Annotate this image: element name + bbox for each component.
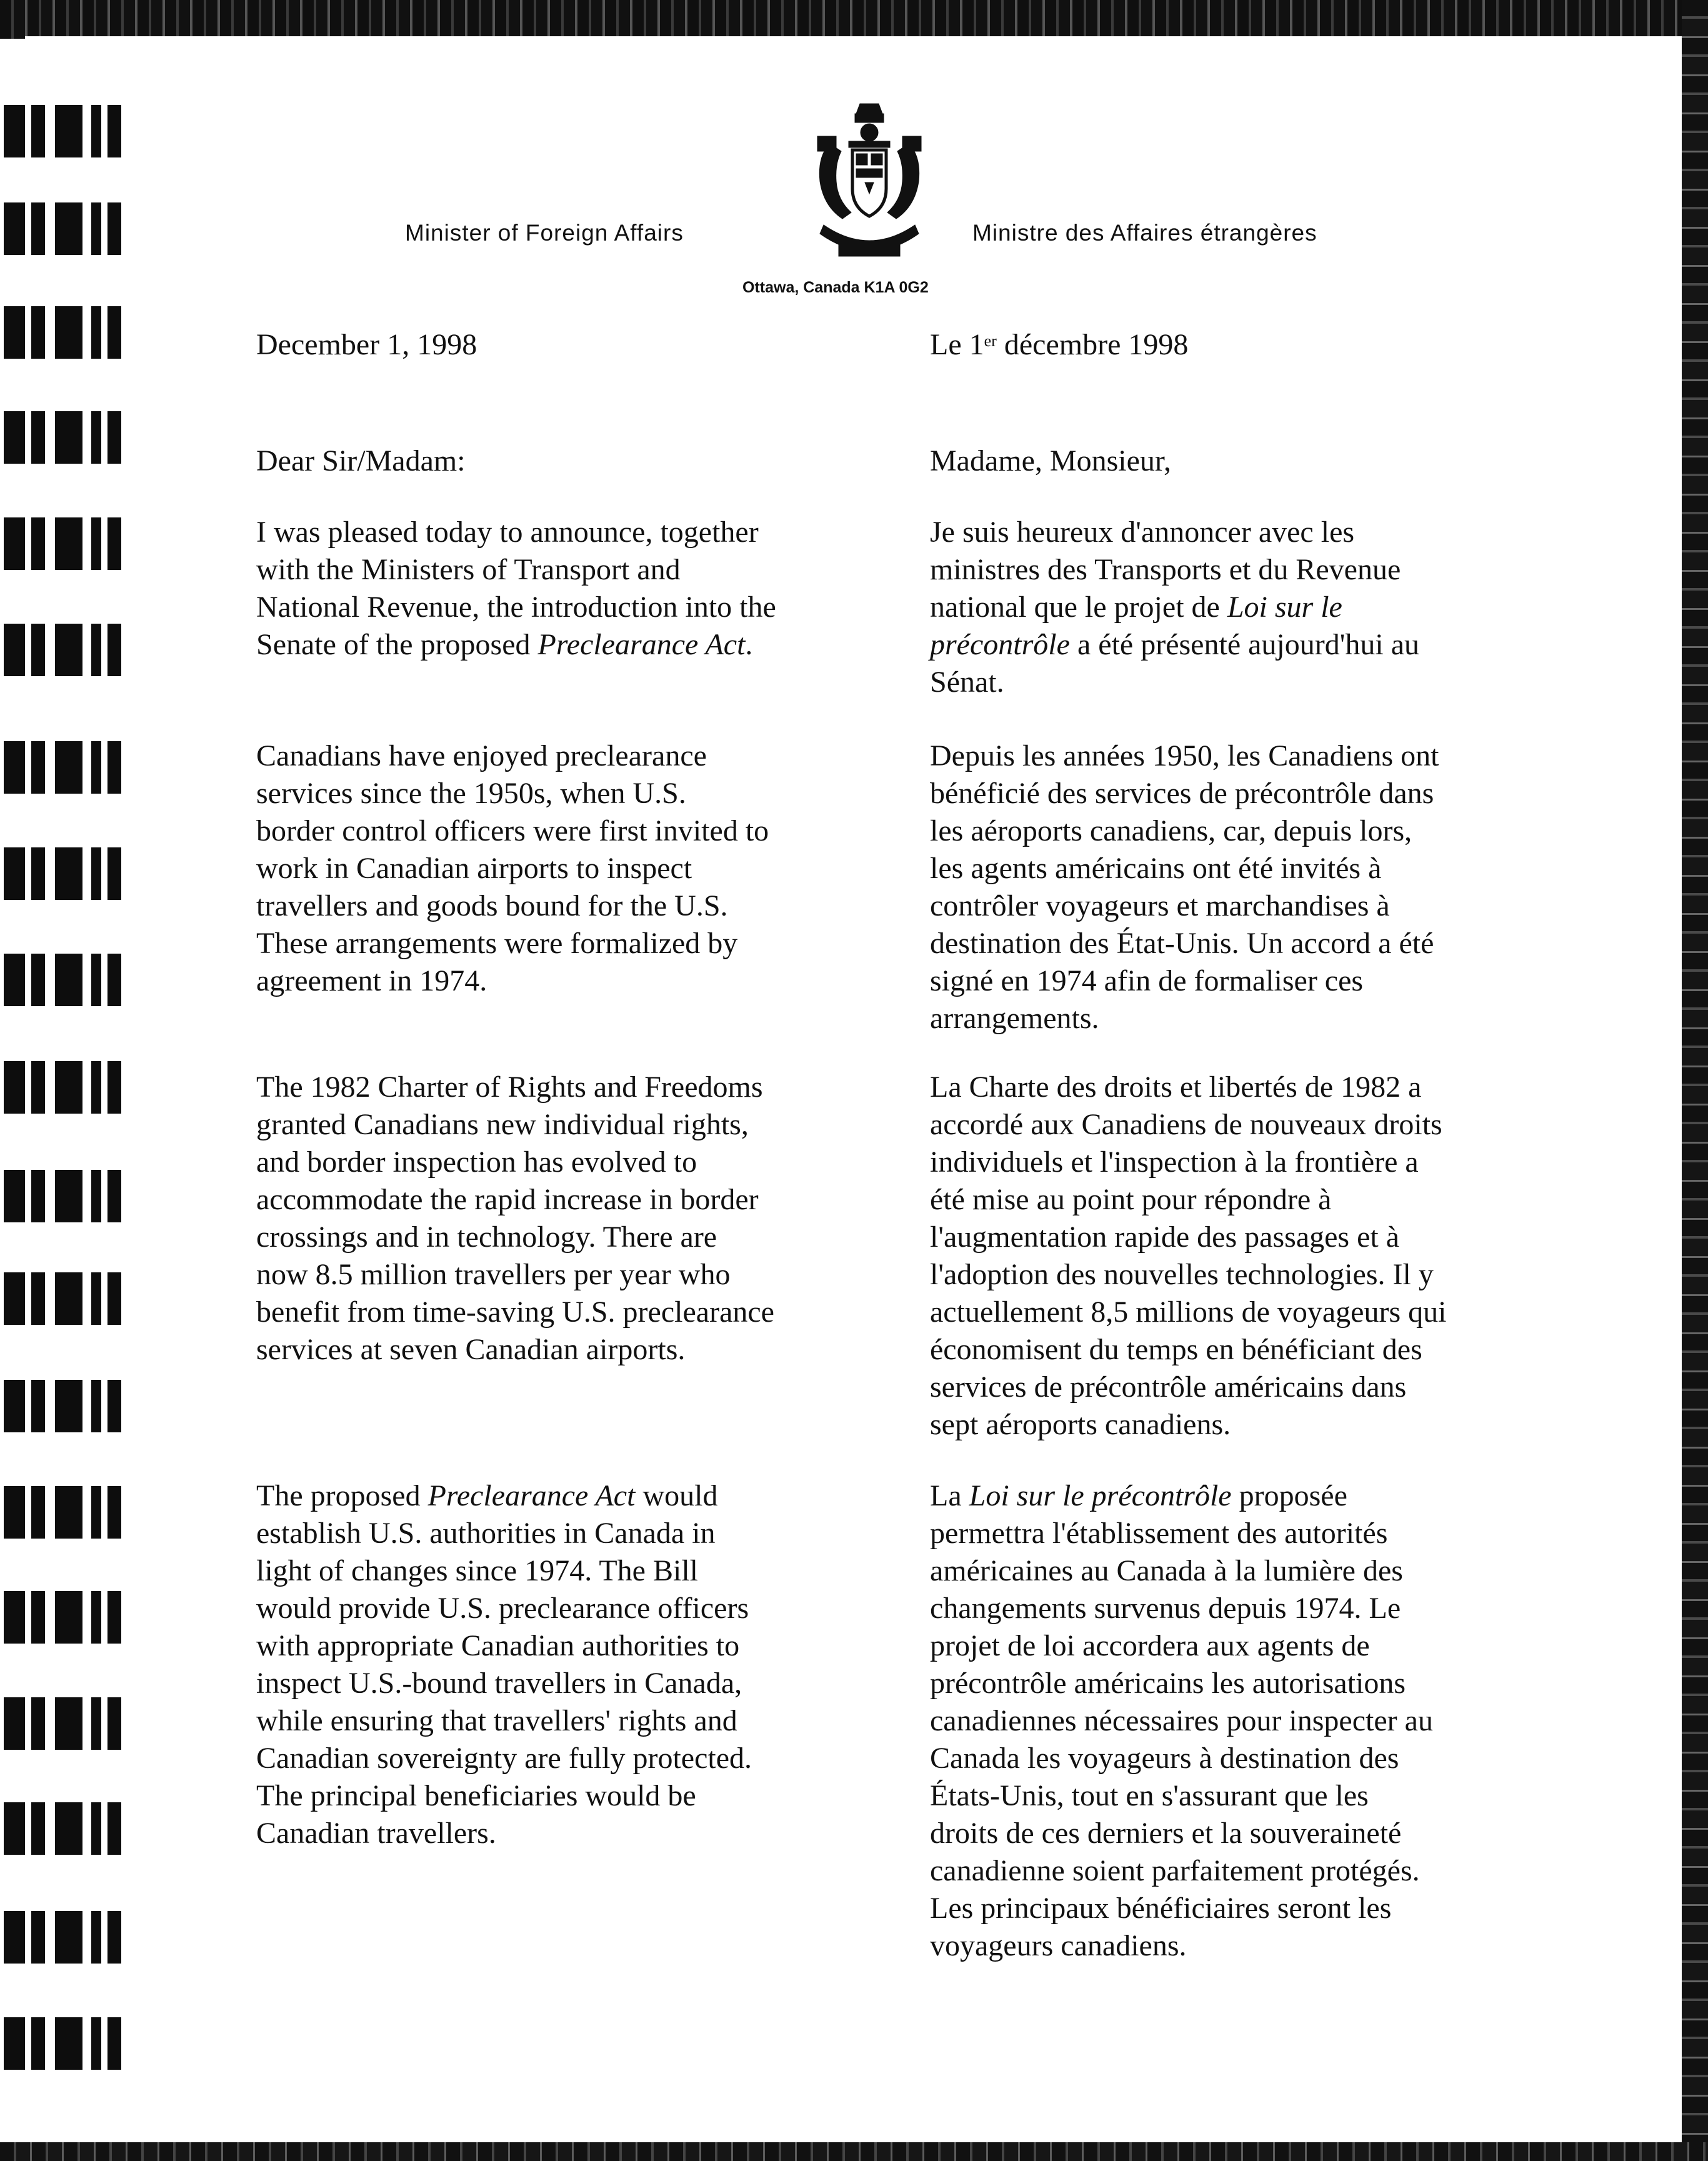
date-french: Le 1er décembre 1998 [930, 328, 1189, 361]
paragraph-french-2: Depuis les années 1950, les Canadiens ont bénéficié des services de précontrôle dans les aéroports canadiens, car, depuis lors, les agents américains ont été invités à contrôler voyageurs et marchandises à destination des État-Unis. Un accord a été signé en 1974 afin de formaliser ces arrangements. [930, 739, 1439, 1035]
date-english: December 1, 1998 [256, 328, 477, 361]
paragraph-english-2: Canadians have enjoyed preclearance services since the 1950s, when U.S. border control officers were first invited to work in Canadian airports to inspect travellers and goods bound for the U.S. These arrangements were formalized by agreement in 1974. [256, 739, 769, 997]
binding-hole [4, 105, 121, 157]
act-title: Loi sur le précontrôle [930, 591, 1342, 661]
coat-of-arms-icon [805, 100, 934, 269]
letterhead-title-french: Ministre des Affaires étrangères [972, 220, 1317, 246]
paragraph-english-4: The proposed Preclearance Act would establish U.S. authorities in Canada in light of changes since 1974. The Bill would provide U.S. preclearance officers with appropriate Canadian authorities to inspect U.S.-bound travellers in Canada, while ensuring that travellers' rights and Canadian sovereignty are fully protected. The principal beneficiaries would be Canadian travellers. [256, 1479, 752, 1850]
binding-hole [4, 1486, 121, 1539]
binding-hole [4, 1061, 121, 1114]
binding-hole [4, 624, 121, 676]
binding-hole [4, 517, 121, 570]
letterhead-address: Ottawa, Canada K1A 0G2 [742, 279, 929, 296]
binding-hole [4, 1272, 121, 1325]
scan-border-right [1682, 0, 1708, 2161]
spiral-binding [0, 39, 131, 2142]
paragraph-english-3: The 1982 Charter of Rights and Freedoms granted Canadians new individual rights, and border inspection has evolved to accommodate the rapid increase in border crossings and in technology. There are now 8.5 million travellers per year who benefit from time-saving U.S. preclearance services at seven Canadian airports. [256, 1071, 774, 1366]
act-title: Loi sur le précontrôle [969, 1479, 1232, 1512]
binding-hole [4, 954, 121, 1006]
binding-hole [4, 411, 121, 464]
binding-hole [4, 1591, 121, 1644]
letterhead-title-english: Minister of Foreign Affairs [405, 220, 684, 246]
binding-hole [4, 1911, 121, 1964]
binding-hole [4, 2017, 121, 2070]
binding-hole [4, 306, 121, 359]
binding-hole [4, 1697, 121, 1750]
binding-hole [4, 1380, 121, 1432]
binding-hole [4, 847, 121, 900]
paragraph-french-1: Je suis heureux d'annoncer avec les ministres des Transports et du Revenue national que le projet de Loi sur le précontrôle a été présenté aujourd'hui au Sénat. [930, 516, 1420, 699]
binding-hole [4, 741, 121, 794]
act-title: Preclearance Act [427, 1479, 636, 1512]
paragraph-english-1: I was pleased today to announce, together with the Ministers of Transport and National Revenue, the introduction into the Senate of the proposed Preclearance Act. [256, 516, 776, 661]
binding-hole [4, 1802, 121, 1855]
paragraph-french-4: La Loi sur le précontrôle proposée permettra l'établissement des autorités américaines au Canada à la lumière des changements survenus depuis 1974. Le projet de loi accordera aux agents de précontrôle américains les autorisations canadiennes nécessaires pour inspecter au Canada les voyageurs à destination des États-Unis, tout en s'assurant que les droits de ces derniers et la souveraineté canadienne soient parfaitement protégés. Les principaux bénéficiaires seront les voyageurs canadiens. [930, 1479, 1433, 1962]
scan-border-bottom [0, 2142, 1708, 2161]
binding-hole [4, 202, 121, 255]
binding-hole [4, 1170, 121, 1222]
salutation-french: Madame, Monsieur, [930, 444, 1171, 477]
act-title: Preclearance Act [537, 628, 746, 661]
scan-border-top [0, 0, 1708, 39]
salutation-english: Dear Sir/Madam: [256, 444, 466, 477]
paragraph-french-3: La Charte des droits et libertés de 1982 a accordé aux Canadiens de nouveaux droits individuels et l'inspection à la frontière a été mise au point pour répondre à l'augmentation rapide des passages et à l'adoption des nouvelles technologies. Il y actuellement 8,5 millions de voyageurs qui économisent du temps en bénéficiant des services de précontrôle américains dans sept aéroports canadiens. [930, 1071, 1447, 1441]
